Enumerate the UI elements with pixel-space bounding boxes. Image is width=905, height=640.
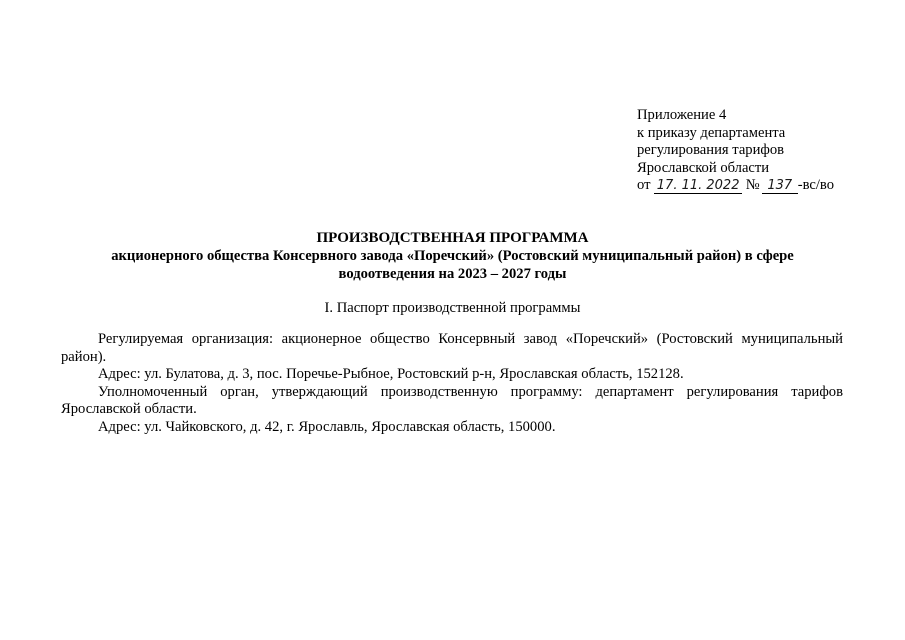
title-line-2: акционерного общества Консервного завода «Поречский» (Ростовский муниципальный район) в сфере [111, 248, 794, 264]
appendix-department-line: регулирования тарифов [637, 142, 785, 159]
handwritten-order-number: 137 [762, 179, 798, 194]
paragraph-authority: Уполномоченный орган, утверждающий производственную программу: департамент регулирования тарифов Ярославской области. [61, 383, 843, 418]
appendix-order-line: к приказу департамента [637, 124, 786, 141]
appendix-title: Приложение 4 [637, 107, 727, 123]
passport-body [61, 331, 843, 437]
appendix-block [637, 107, 877, 195]
paragraph-authority-address: Адрес: ул. Чайковского, д. 42, г. Ярославль, Ярославская область, 150000. [98, 418, 556, 435]
paragraph-organization: Регулируемая организация: акционерное общество Консервный завод «Поречский» (Ростовский муниципальный район). [61, 331, 843, 365]
paragraph-organization-address: Адрес: ул. Булатова, д. 3, пос. Поречье-Рыбное, Ростовский р-н, Ярославская область, 152128. [98, 366, 684, 383]
document-title [0, 229, 905, 283]
number-sign: № [745, 177, 760, 194]
title-line-3: водоотведения на 2023 – 2027 годы [338, 266, 567, 282]
title-main: ПРОИЗВОДСТВЕННАЯ ПРОГРАММА [316, 230, 589, 246]
order-suffix: -вс/во [797, 177, 835, 194]
handwritten-date: 17. 11. 2022 [654, 179, 742, 194]
section-heading: I. Паспорт производственной программы [324, 300, 581, 316]
date-prefix: от [637, 177, 651, 194]
appendix-region-line: Ярославской области [637, 159, 770, 176]
appendix-date-line [637, 177, 877, 195]
